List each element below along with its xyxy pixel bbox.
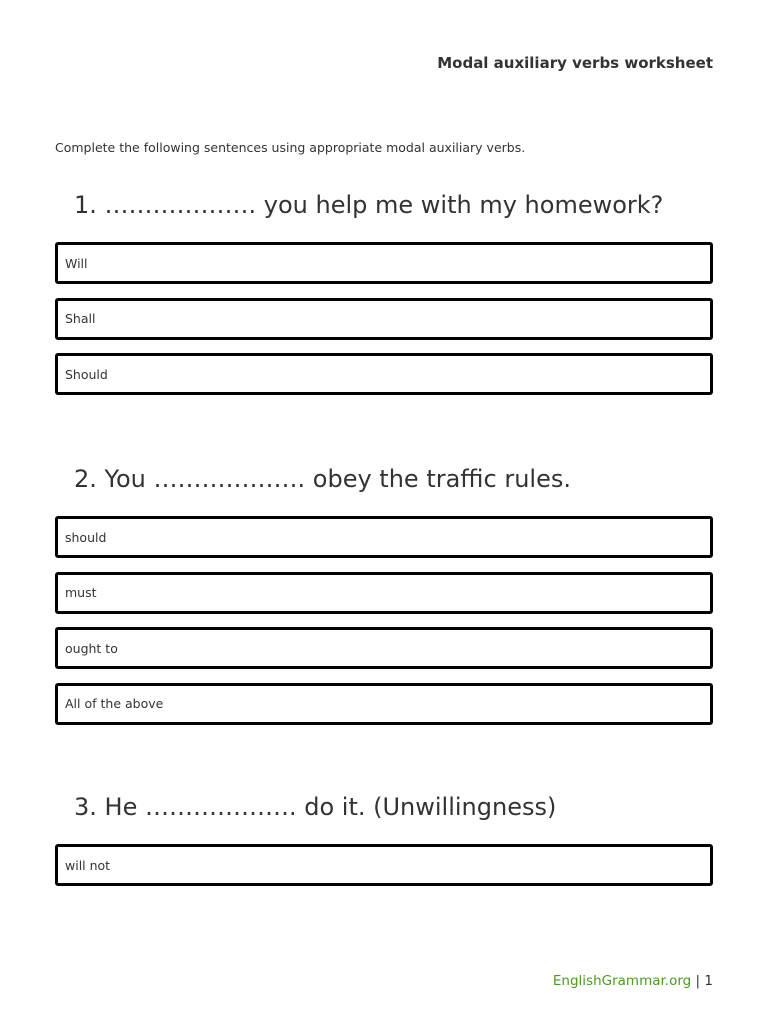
instructions-text: Complete the following sentences using appropriate modal auxiliary verbs.	[55, 140, 526, 155]
answer-option-ought-to[interactable]: ought to	[55, 627, 713, 669]
question-1	[55, 190, 713, 409]
site-link[interactable]: EnglishGrammar.org	[552, 973, 692, 989]
question-2	[55, 464, 713, 738]
footer-separator: |	[695, 973, 701, 989]
question-2-options	[55, 516, 713, 725]
answer-option-will-not[interactable]: will not	[55, 844, 713, 886]
question-3	[55, 792, 713, 900]
question-3-options	[55, 844, 713, 886]
worksheet-title: Modal auxiliary verbs worksheet	[437, 54, 713, 72]
question-1-text: 1. ………………. you help me with my homework?	[74, 191, 664, 219]
answer-option-should[interactable]: Should	[55, 353, 713, 395]
answer-option-shall[interactable]: Shall	[55, 298, 713, 340]
question-3-text: 3. He ………………. do it. (Unwillingness)	[74, 793, 557, 821]
answer-option-must[interactable]: must	[55, 572, 713, 614]
page-number: 1	[704, 973, 713, 989]
answer-option-should[interactable]: should	[55, 516, 713, 558]
page-footer	[553, 973, 713, 989]
question-1-options	[55, 242, 713, 395]
question-2-text: 2. You ………………. obey the traffic rules.	[74, 465, 571, 493]
answer-option-all-of-the-above[interactable]: All of the above	[55, 683, 713, 725]
answer-option-will[interactable]: Will	[55, 242, 713, 284]
